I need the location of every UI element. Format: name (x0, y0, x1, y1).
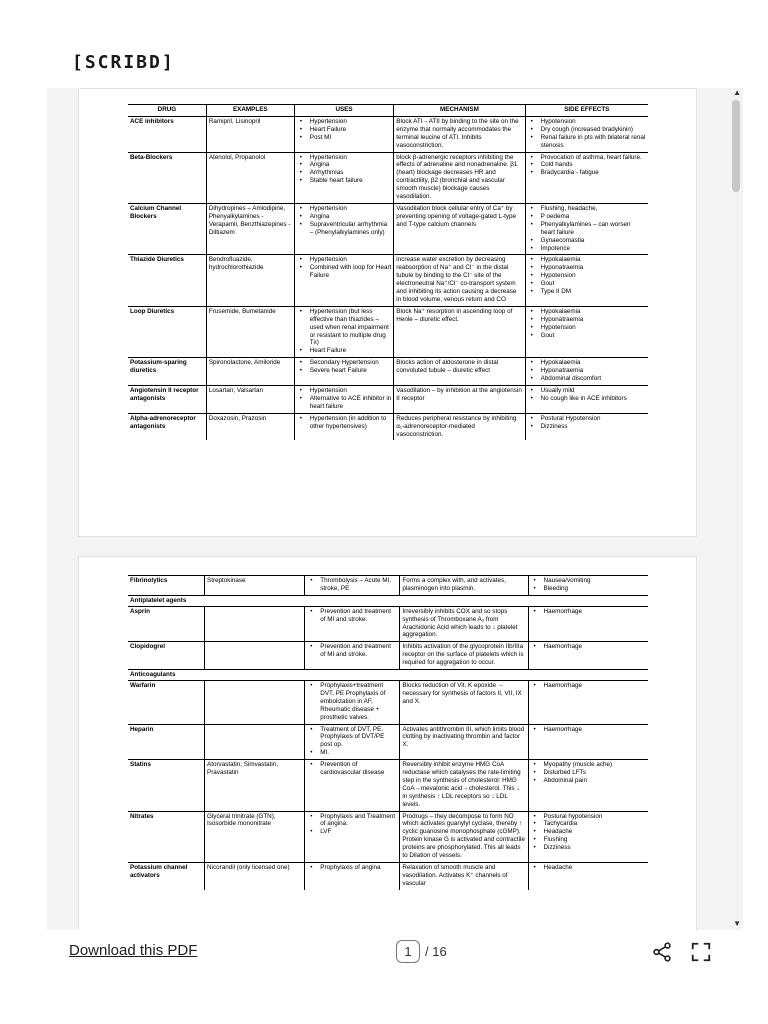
examples-cell (205, 642, 305, 670)
uses-cell (305, 863, 400, 890)
side-effects-cell-list (528, 154, 646, 178)
list-item: • Impotence (528, 245, 646, 253)
side-effects-cell (528, 724, 648, 760)
uses-cell (294, 255, 394, 306)
list-item: • Haemorrhage (531, 608, 646, 616)
list-item: • Phenyalkylamines – can worsen heart failure (528, 221, 646, 237)
uses-cell-list (307, 643, 397, 659)
scribd-logo[interactable]: [SCRIBD] (72, 52, 175, 73)
list-item: • Hypokalaemia (528, 359, 646, 367)
drug-cell: Clopidogrel (128, 642, 205, 670)
list-item: • Prevention of cardiovascular disease (307, 761, 397, 777)
drug-table-page-2 (128, 575, 648, 890)
mechanism-cell: Irreversibly inhibits COX and so stops synthesis of Thromboxane A₂ from Arachidonic Acid which leads to ↓ platelet aggregation. (400, 606, 528, 642)
table-row (128, 306, 648, 357)
list-item: • Dry cough (increased bradykinin) (528, 126, 646, 134)
list-item: • Nausea/vomiting (531, 577, 646, 585)
drug-cell: Heparin (128, 724, 205, 760)
side-effects-cell (525, 358, 648, 386)
list-item: • LVF (307, 828, 397, 836)
examples-cell: Atenolol, Propanolol (206, 152, 294, 203)
mechanism-cell: Prodrugs – they decompose to form NO which activates guanylyl cyclase, thereby ↑ cyclic guanosine monophosphate (cGMP). Protein kinase G is activated and contractile proteins are phosphorylated. This all leads to Dilation of vessels. (400, 811, 528, 862)
download-pdf-link[interactable]: Download this PDF (69, 942, 198, 959)
mechanism-cell: Blocks reduction of Vit. K epoxide → necessary for synthesis of factors II, VII, IX and X. (400, 680, 528, 724)
list-item: • Hypotension (528, 118, 646, 126)
list-item: • Severe heart Failure (297, 367, 392, 375)
drug-cell: Nitrates (128, 811, 205, 862)
drug-cell: Calcium Channel Blockers (128, 203, 206, 254)
list-item: • Usually mild (528, 387, 646, 395)
mechanism-cell: Inhibits activation of the glycoprotein IIb/IIIa receptor on the surface of platelets which is required for aggregation to occur. (400, 642, 528, 670)
list-item: • Renal failure in pts with bilateral renal stenosis (528, 134, 646, 150)
side-effects-cell-list (528, 308, 646, 340)
share-icon[interactable] (651, 941, 673, 963)
drug-cell: ACE inhibitors (128, 116, 206, 152)
mechanism-cell: Activates antithrombin III, which limits blood clotting by inactivating thrombin and factor X. (400, 724, 528, 760)
list-item: • P oedema (528, 213, 646, 221)
side-effects-cell-list (531, 813, 646, 853)
examples-cell (205, 724, 305, 760)
uses-cell-list (307, 577, 397, 593)
side-effects-cell (525, 413, 648, 440)
examples-cell (205, 680, 305, 724)
uses-cell-list (297, 256, 392, 280)
col-side-effects: SIDE EFFECTS (525, 105, 648, 117)
side-effects-cell (528, 576, 648, 596)
side-effects-cell (525, 255, 648, 306)
table-row (128, 358, 648, 386)
uses-cell (305, 811, 400, 862)
list-item: • Hypertension (in addition to other hypertensives) (297, 415, 392, 431)
examples-cell: Nicorandil (only licensed one) (205, 863, 305, 890)
uses-cell (305, 680, 400, 724)
uses-cell (305, 606, 400, 642)
table-row (128, 203, 648, 254)
list-item: • Alternative to ACE inhibitor in heart failure (297, 395, 392, 411)
examples-cell: Dihydropines – Amlodipine, Phenyalkylamines - Verapamil, Benzthiazepines - Diltiazem (206, 203, 294, 254)
uses-cell (294, 306, 394, 357)
mechanism-cell: increase water excretion by decreasing reabsorption of Na⁺ and Cl⁻ in the distal tubule by binding to the Cl⁻ site of the electroneutral Na⁺/Cl⁻ co-transport system and inhibiting its action causing a decrease in blood volume, venous return and CO (394, 255, 525, 306)
list-item: • Headache (531, 828, 646, 836)
list-item: • Gynaecomastia (528, 237, 646, 245)
uses-cell (294, 386, 394, 414)
examples-cell: Streptokinase (205, 576, 305, 596)
uses-cell (294, 152, 394, 203)
side-effects-cell (528, 642, 648, 670)
document-page-2 (78, 556, 697, 930)
list-item: • Hyponatraemia (528, 264, 646, 272)
page-indicator (396, 940, 447, 963)
list-item: • Hyponatraemia (528, 316, 646, 324)
side-effects-cell-list (528, 205, 646, 252)
side-effects-cell (525, 152, 648, 203)
table-row (128, 811, 648, 862)
drug-cell: Beta-Blockers (128, 152, 206, 203)
col-examples: EXAMPLES (206, 105, 294, 117)
side-effects-cell-list (531, 608, 646, 616)
drug-cell: Asprin (128, 606, 205, 642)
drug-table-page-1 (128, 104, 648, 440)
scrollbar-thumb[interactable] (732, 100, 740, 192)
side-effects-cell-list (531, 726, 646, 734)
uses-cell (305, 724, 400, 760)
drug-cell: Loop Diuretics (128, 306, 206, 357)
uses-cell-list (297, 415, 392, 431)
list-item: • Flushing, headache, (528, 205, 646, 213)
list-item: • Postural hypotension (531, 813, 646, 821)
list-item: • Prophylaxis+treatment DVT, PE Prophylaxis of embolization in AF, Rheumatic disease + prosthetic valves. (307, 682, 397, 722)
side-effects-cell (525, 116, 648, 152)
side-effects-cell-list (528, 256, 646, 296)
list-item: • Myopathy (muscle ache) (531, 761, 646, 769)
list-item: • Prophylaxis of angina (307, 864, 397, 872)
section-header-row (128, 670, 648, 681)
side-effects-cell (528, 863, 648, 890)
list-item: • Gout (528, 280, 646, 288)
examples-cell: Bendrofluazide, hydrochlorothiazide (206, 255, 294, 306)
side-effects-cell-list (531, 577, 646, 593)
drug-cell: Fibrinolytics (128, 576, 205, 596)
uses-cell-list (297, 205, 392, 237)
list-item: • Supraventricular arrhythmia – (Phenylalkylamines only) (297, 221, 392, 237)
table-row (128, 760, 648, 811)
mechanism-cell: Blocks action of aldosterone in distal convoluted tubule – diuretic effect (394, 358, 525, 386)
list-item: • No cough like in ACE inhibitors (528, 395, 646, 403)
table-row (128, 116, 648, 152)
list-item: • Thrombolysis – Acute MI, stroke, PE (307, 577, 397, 593)
list-item: • Haemorrhage (531, 726, 646, 734)
list-item: • Prevention and treatment of MI and stroke. (307, 608, 397, 624)
uses-cell-list (297, 359, 392, 375)
list-item: • Type II DM (528, 288, 646, 296)
list-item: • Cold hands (528, 161, 646, 169)
examples-cell: Doxazosin, Prazosin (206, 413, 294, 440)
uses-cell-list (307, 608, 397, 624)
uses-cell (294, 413, 394, 440)
list-item: • Hypertension (but less effective than thiazides – used when renal impairment or resistant to multiple drug Tx) (297, 308, 392, 348)
list-item: • Provocation of asthma, heart failure. (528, 154, 646, 162)
current-page-input[interactable]: 1 (396, 940, 420, 963)
list-item: • MI. (307, 749, 397, 757)
viewer-footer (0, 930, 768, 1024)
section-title: Antiplatelet agents (128, 595, 648, 606)
uses-cell-list (307, 761, 397, 777)
drug-cell: Warfarin (128, 680, 205, 724)
examples-cell: Losartan, Valsartan (206, 386, 294, 414)
drug-cell: Potassium-sparing diuretics (128, 358, 206, 386)
list-item: • Prophylaxis and Treatment of angina. (307, 813, 397, 829)
drug-cell: Statins (128, 760, 205, 811)
mechanism-cell: Relaxation of smooth muscle and vasodilation. Activates K⁺ channels of vascular (400, 863, 528, 890)
list-item: • Treatment of DVT, PE. Prophylaxis of DVT/PE post op. (307, 726, 397, 750)
section-title: Anticoagulants (128, 670, 648, 681)
col-uses: USES (294, 105, 394, 117)
examples-cell: Ramipril, Lisinopril (206, 116, 294, 152)
list-item: • Dizziness (531, 844, 646, 852)
side-effects-cell (525, 306, 648, 357)
mechanism-cell: Vasodilation block cellular entry of Ca⁺ by preventing opening of voltage-gated L-type and T-type calcium channels (394, 203, 525, 254)
side-effects-cell-list (531, 864, 646, 872)
list-item: • Arrhythmias (297, 169, 392, 177)
list-item: • Post MI (297, 134, 392, 142)
total-pages: / 16 (425, 944, 447, 959)
list-item: • Dizziness (528, 423, 646, 431)
uses-cell (294, 358, 394, 386)
col-mechanism: MECHANISM (394, 105, 525, 117)
uses-cell-list (307, 813, 397, 837)
col-drug: DRUG (128, 105, 206, 117)
section-header-row (128, 595, 648, 606)
mechanism-cell: Vasodilation – by inhibition at the angiotensin II receptor (394, 386, 525, 414)
table-header (128, 105, 648, 117)
list-item: • Flushing (531, 836, 646, 844)
document-page-1 (78, 88, 697, 537)
examples-cell: Glyceral trinitrate (GTN), Isosorbide mononitrate (205, 811, 305, 862)
examples-cell: Frusemide, Bumetanide (206, 306, 294, 357)
table-row (128, 680, 648, 724)
list-item: • Abdominal pain (531, 777, 646, 785)
document-viewer[interactable] (47, 88, 743, 930)
list-item: • Heart Failure (297, 126, 392, 134)
scroll-down-arrow-icon[interactable]: ▼ (733, 919, 741, 928)
list-item: • Hypokalaemia (528, 308, 646, 316)
list-item: • Prevention and treatment of MI and stroke. (307, 643, 397, 659)
uses-cell-list (297, 118, 392, 142)
mechanism-cell: Reduces peripheral resistance by inhibiting α₁-adrenoreceptor-mediated vasoconstriction. (394, 413, 525, 440)
list-item: • Hypertension (297, 205, 392, 213)
uses-cell-list (307, 864, 397, 872)
list-item: • Hypotension (528, 324, 646, 332)
list-item: • Tachycardia (531, 820, 646, 828)
list-item: • Secondary Hypertension (297, 359, 392, 367)
list-item: • Bleeding (531, 585, 646, 593)
drug-cell: Angiotensin II receptor antagonists (128, 386, 206, 414)
mechanism-cell: block β-adrenergic receptors inhibiting the effects of adrenaline and nonadrenaline. β1 (heart) blockage decreases HR and contractility, β2 (bronchial and vascular smooth muscle) blockage causes vasodilation. (394, 152, 525, 203)
uses-cell-list (297, 308, 392, 355)
side-effects-cell-list (531, 682, 646, 690)
table-row (128, 642, 648, 670)
list-item: • Hypertension (297, 154, 392, 162)
side-effects-cell-list (531, 761, 646, 785)
drug-cell: Potassium channel activators (128, 863, 205, 890)
list-item: • Hypertension (297, 118, 392, 126)
side-effects-cell-list (528, 359, 646, 383)
table-row (128, 152, 648, 203)
drug-cell: Alpha-adrenoreceptor antagonists (128, 413, 206, 440)
list-item: • Hyponatraemia (528, 367, 646, 375)
uses-cell-list (307, 682, 397, 722)
list-item: • Angina (297, 161, 392, 169)
list-item: • Stable heart failure (297, 177, 392, 185)
table-row (128, 606, 648, 642)
side-effects-cell-list (531, 643, 646, 651)
list-item: • Combined with loop for Heart Failure (297, 264, 392, 280)
side-effects-cell-list (528, 387, 646, 403)
list-item: • Disturbed LFTs (531, 769, 646, 777)
uses-cell-list (307, 726, 397, 758)
list-item: • Hypertension (297, 256, 392, 264)
list-item: • Abdominal discomfort (528, 375, 646, 383)
drug-cell: Thiazide Diuretics (128, 255, 206, 306)
uses-cell (294, 203, 394, 254)
table-row (128, 576, 648, 596)
list-item: • Hypertension (297, 387, 392, 395)
side-effects-cell-list (528, 415, 646, 431)
side-effects-cell (528, 811, 648, 862)
side-effects-cell (528, 680, 648, 724)
list-item: • Headache (531, 864, 646, 872)
list-item: • Haemorrhage (531, 643, 646, 651)
uses-cell (305, 642, 400, 670)
examples-cell: Spironolactone, Amiloride (206, 358, 294, 386)
table-row (128, 863, 648, 890)
uses-cell (305, 576, 400, 596)
side-effects-cell (525, 203, 648, 254)
examples-cell (205, 606, 305, 642)
list-item: • Angina (297, 213, 392, 221)
mechanism-cell: Block Na⁺ resorption in ascending loop of Henle – diuretic effect. (394, 306, 525, 357)
side-effects-cell (525, 386, 648, 414)
uses-cell (305, 760, 400, 811)
list-item: • Hypokalaemia (528, 256, 646, 264)
list-item: • Heart Failure (297, 347, 392, 355)
side-effects-cell (528, 606, 648, 642)
side-effects-cell (528, 760, 648, 811)
table-row (128, 724, 648, 760)
side-effects-cell-list (528, 118, 646, 150)
scroll-up-arrow-icon[interactable]: ▲ (733, 88, 741, 97)
list-item: • Postural Hypotension (528, 415, 646, 423)
mechanism-cell: Forms a complex with, and activates, plasminogen into plasmin. (400, 576, 528, 596)
uses-cell-list (297, 387, 392, 411)
table-row (128, 413, 648, 440)
list-item: • Haemorrhage (531, 682, 646, 690)
list-item: • Gout (528, 332, 646, 340)
table-row (128, 255, 648, 306)
examples-cell: Atorvastatin, Simvastatin, Pravastatin (205, 760, 305, 811)
table-row (128, 386, 648, 414)
mechanism-cell: Reversibly inhibit enzyme HMG CoA reductase which catalyses the rate-limiting step in the synthesis of cholesterol: HMG CoA→mevalonic acid→cholesterol. This ↓ in synthesis ↑ LDL receptors so ↓ LDL levels. (400, 760, 528, 811)
fullscreen-icon[interactable] (690, 941, 712, 963)
uses-cell (294, 116, 394, 152)
mechanism-cell: Block ATI→ATII by binding to the site on the enzyme that normally accommodates the terminal leucine of ATI. Inhibits vasoconstriction. (394, 116, 525, 152)
list-item: • Hypotension (528, 272, 646, 280)
list-item: • Bradycardia - fatigue (528, 169, 646, 177)
uses-cell-list (297, 154, 392, 186)
